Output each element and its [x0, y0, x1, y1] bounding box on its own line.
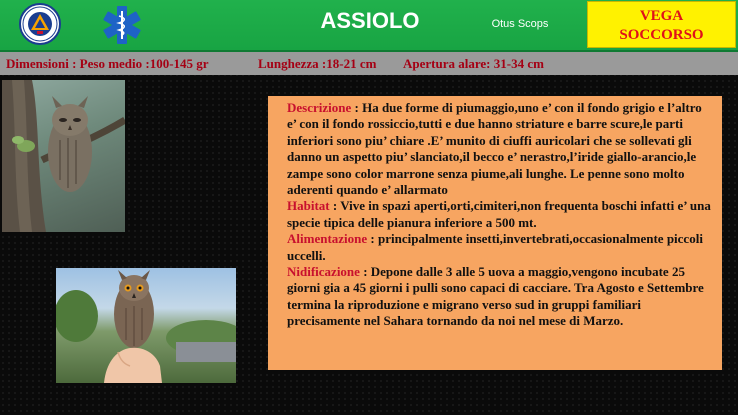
- protezione-civile-emblem-icon: [21, 5, 59, 43]
- vega-soccorso-badge: [587, 1, 736, 48]
- description-label: Descrizione: [287, 100, 352, 115]
- nesting-label: Nidificazione: [287, 264, 360, 280]
- habitat-label: Habitat: [287, 198, 330, 214]
- habitat-text: : Vive in spazi aperti,orti,cimiteri,non frequenta boschi infatti e’ una specie tipica delle pianura inferiore a 500 mt.: [287, 198, 711, 230]
- dimensions-bar: [0, 52, 738, 75]
- badge-line1: VEGA: [639, 8, 684, 24]
- nesting-paragraph: [287, 264, 712, 330]
- food-label: Alimentazione: [287, 231, 368, 247]
- scientific-name: Otus Scops: [491, 18, 549, 30]
- food-paragraph: [287, 231, 712, 264]
- owl-photo-hand: [56, 268, 236, 383]
- badge-line2: SOCCORSO: [619, 27, 704, 43]
- dimensions-weight: Dimensioni : Peso medio :100-145 gr: [6, 56, 209, 71]
- info-panel: [268, 96, 722, 370]
- habitat-paragraph: [287, 198, 712, 231]
- page-title: ASSIOLO: [320, 8, 420, 33]
- food-text: : principalmente insetti,invertebrati,occasionalmente piccoli uccelli.: [287, 231, 703, 263]
- owl-photo-tree: [2, 80, 125, 232]
- star-of-life-icon: [99, 4, 145, 46]
- nesting-text: : Depone dalle 3 alle 5 uova a maggio,vengono incubate 25 giorni gia a 45 giorni i pulli sono capaci di cacciare. Tra Agosto e Settembre termina la riproduzione e migrano verso sud in gruppi familiari precisamente nel Sahara tornando da noi nel mese di Marzo.: [287, 264, 704, 329]
- dimensions-wingspan: Apertura alare: 31-34 cm: [403, 56, 544, 71]
- protezione-civile-logo: [19, 3, 61, 45]
- header-bar: [0, 0, 738, 52]
- description-paragraph: [287, 100, 712, 198]
- dimensions-length: Lunghezza :18-21 cm: [258, 56, 377, 71]
- description-text: : Ha due forme di piumaggio,uno e’ con il fondo grigio e l’altro e’ con il fondo rossiccio,tutti e due hanno striature e barre scure,le parti inferiori sono piu’ chiare .E’ munito di ciuffi auricolari che se sollevati gli danno un aspetto piu’ slanciato,il becco e’ nerastro,l’iride giallo-arancio,le zampe sono color marrone senza piume,ali lunghe. Le penne sono molto aderenti quando e’ allarmato: [287, 100, 702, 198]
